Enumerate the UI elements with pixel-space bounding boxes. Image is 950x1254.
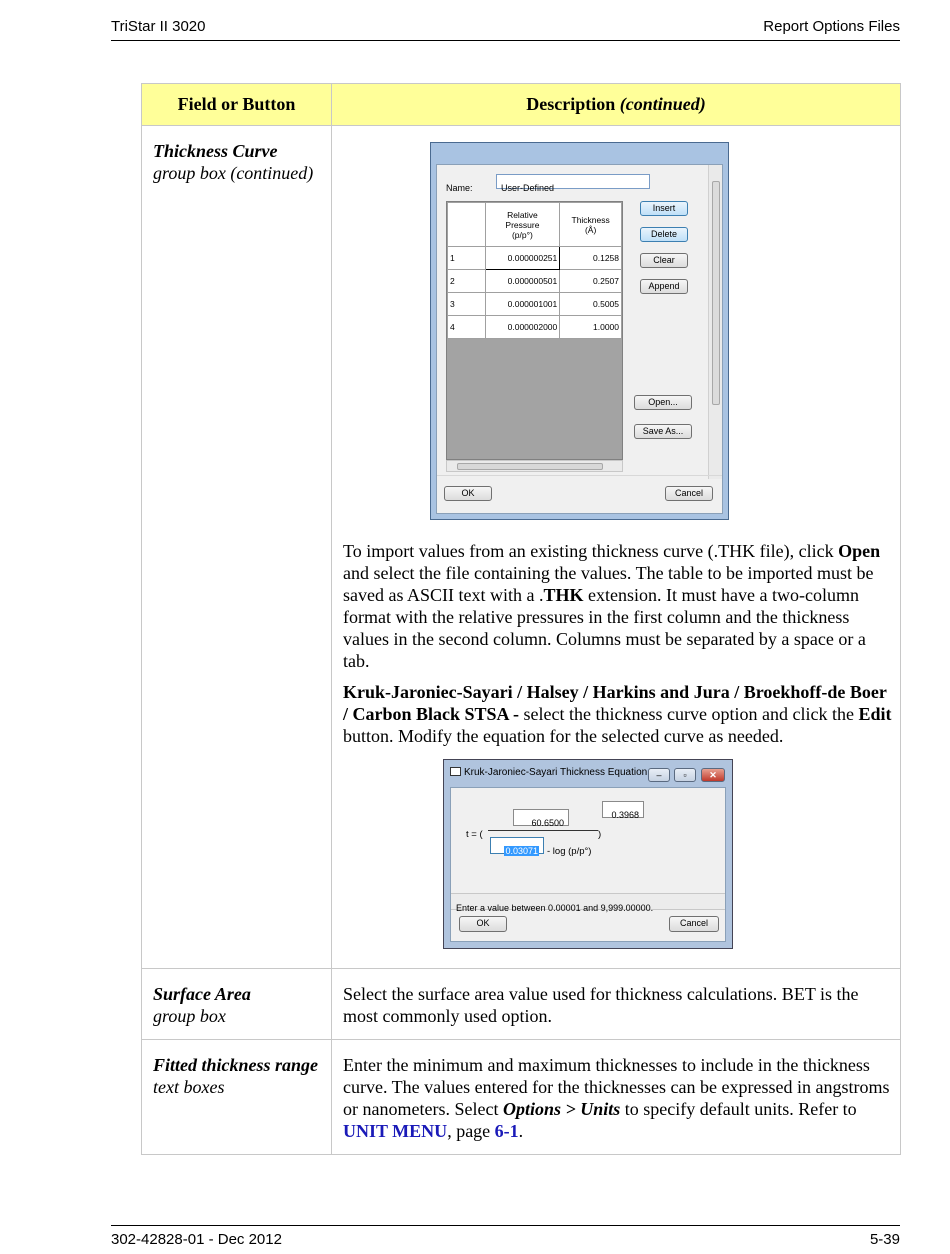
page-link[interactable]: 6-1: [494, 1121, 519, 1141]
window-icon: [450, 767, 461, 776]
description-cell: [332, 126, 901, 969]
field-type: text boxes: [153, 1077, 225, 1097]
table-row[interactable]: [448, 247, 622, 270]
cancel-button[interactable]: Cancel: [665, 486, 713, 501]
dialog-title: [448, 764, 652, 782]
close-paren: ): [598, 829, 602, 840]
col-thk-line2: (Å): [584, 224, 597, 235]
field-cell: [142, 1040, 332, 1155]
thickness-curve-dialog: [430, 142, 729, 520]
para-bold: THK: [543, 585, 584, 605]
col-header-continued: (continued): [619, 94, 706, 114]
table-row: [142, 969, 901, 1040]
horizontal-scrollbar[interactable]: [446, 460, 623, 472]
row-number: 4: [448, 316, 486, 339]
open-button[interactable]: Open...: [634, 395, 692, 410]
row-number: 1: [448, 247, 486, 270]
table-row: [142, 126, 901, 969]
footer-doc-number: 302-42828-01 - Dec 2012: [111, 1231, 282, 1248]
scrollbar-thumb[interactable]: [712, 181, 720, 405]
delete-button[interactable]: Delete: [640, 227, 688, 242]
options-table: [141, 83, 901, 1155]
description-text: .: [518, 1121, 524, 1141]
para-text: button. Modify the equation for the selected curve as needed.: [343, 726, 784, 746]
para-bold: Open: [838, 541, 881, 561]
para-text: select the thickness curve option and click the: [523, 704, 859, 724]
pressure-cell[interactable]: 0.000000501: [485, 270, 560, 293]
page-footer: [111, 1225, 900, 1249]
import-paragraph: [343, 540, 892, 672]
header-section: Report Options Files: [763, 18, 900, 35]
thickness-cell[interactable]: 1.0000: [560, 316, 622, 339]
vertical-scrollbar[interactable]: [708, 165, 722, 479]
page-header: [111, 17, 900, 41]
description-cell: [332, 969, 901, 1040]
pressure-cell[interactable]: 0.000002000: [485, 316, 560, 339]
col-rel-line2: Pressure: [505, 219, 540, 230]
pressure-cell[interactable]: 0.000001001: [485, 293, 560, 316]
thickness-cell[interactable]: 0.2507: [560, 270, 622, 293]
field-name: Thickness Curve: [153, 141, 278, 161]
para-text: extension. It must have a two-column format with the relative pressures in the first column and the thickness values in the second column. Columns must be separated by a space or a tab.: [343, 585, 866, 671]
options-units-path: Options > Units: [502, 1099, 621, 1119]
field-name: Fitted thickness range: [153, 1055, 319, 1075]
fraction-line: [488, 830, 598, 831]
col-header-thickness: [560, 203, 622, 247]
field-type: group box: [153, 1006, 226, 1026]
thickness-cell[interactable]: 0.1258: [560, 247, 622, 270]
equation-lhs: t = (: [466, 829, 483, 840]
para-bold: Kruk-Jaroniec-Sayari / Halsey / Harkins and Jura / Broekhoff-de Boer / Carbon Black STSA -: [343, 682, 887, 724]
dialog-title-text: Kruk-Jaroniec-Sayari Thickness Equation: [464, 767, 648, 778]
dialog-button-bar: [437, 475, 722, 513]
table-row[interactable]: [448, 316, 622, 339]
description-text: to specify default units. Refer to: [620, 1099, 857, 1119]
para-bold: Edit: [858, 704, 892, 724]
append-button[interactable]: Append: [640, 279, 688, 294]
description-text: , page: [447, 1121, 495, 1141]
dialog-body: [436, 164, 723, 514]
para-text: and select the file containing the values. The table to be imported must be saved as ASCII text with a .: [343, 563, 874, 605]
table-header-row: [142, 84, 901, 126]
thickness-table: [447, 202, 622, 339]
footer-page-number: 5-39: [869, 1231, 900, 1248]
col-rel-line3: (p/p°): [511, 229, 533, 240]
field-name: Surface Area: [153, 984, 251, 1004]
col-rel-line1: Relative: [507, 209, 538, 220]
close-icon[interactable]: ✕: [701, 768, 725, 782]
grid-corner: [448, 203, 486, 247]
header-product: TriStar II 3020: [111, 18, 206, 35]
numerator-input[interactable]: 60.6500: [513, 809, 569, 826]
insert-button[interactable]: Insert: [640, 201, 688, 216]
description-cell: [332, 1040, 901, 1155]
table-row[interactable]: [448, 270, 622, 293]
field-cell: [142, 126, 332, 969]
row-number: 3: [448, 293, 486, 316]
name-input[interactable]: User-Defined: [496, 174, 650, 189]
scrollbar-thumb[interactable]: [457, 463, 603, 470]
col-header-relative-pressure: [485, 203, 560, 247]
maximize-icon[interactable]: ▫: [674, 768, 696, 782]
col-header-field: Field or Button: [142, 84, 332, 126]
exponent-input[interactable]: 0.3968: [602, 801, 644, 818]
name-label: Name:: [446, 183, 473, 193]
table-row: [142, 1040, 901, 1155]
thickness-grid[interactable]: [446, 201, 623, 460]
description-text: Enter the minimum and maximum thicknesses to include in the thickness curve. The values entered for the thicknesses can be expressed in angstroms or nanometers. Select: [343, 1055, 890, 1119]
row-number: 2: [448, 270, 486, 293]
col-header-description-label: Description: [526, 94, 616, 114]
unit-menu-link[interactable]: UNIT MENU: [343, 1121, 448, 1141]
minimize-icon[interactable]: –: [648, 768, 670, 782]
col-thk-line1: Thickness: [571, 214, 610, 225]
denominator-input[interactable]: [490, 837, 544, 854]
ok-button[interactable]: OK: [459, 916, 507, 932]
description-text: Select the surface area value used for thickness calculations. BET is the most commonly used option.: [343, 984, 859, 1026]
col-header-description: [332, 84, 901, 126]
cancel-button[interactable]: Cancel: [669, 916, 719, 932]
field-cell: [142, 969, 332, 1040]
thickness-cell[interactable]: 0.5005: [560, 293, 622, 316]
para-text: To import values from an existing thickness curve (.THK file), click: [343, 541, 839, 561]
table-row[interactable]: [448, 293, 622, 316]
save-as-button[interactable]: Save As...: [634, 424, 692, 439]
status-message: Enter a value between 0.00001 and 9,999.00000.: [451, 893, 725, 910]
field-type: group box (continued): [153, 163, 314, 183]
clear-button[interactable]: Clear: [640, 253, 688, 268]
selected-text: 0.03071: [505, 846, 538, 856]
thickness-equation-dialog: [443, 759, 733, 949]
curve-options-paragraph: [343, 681, 892, 747]
pressure-cell[interactable]: 0.000000251: [485, 247, 560, 270]
log-term: - log (p/p°): [547, 846, 592, 857]
ok-button[interactable]: OK: [444, 486, 492, 501]
dialog-body: [450, 787, 726, 942]
